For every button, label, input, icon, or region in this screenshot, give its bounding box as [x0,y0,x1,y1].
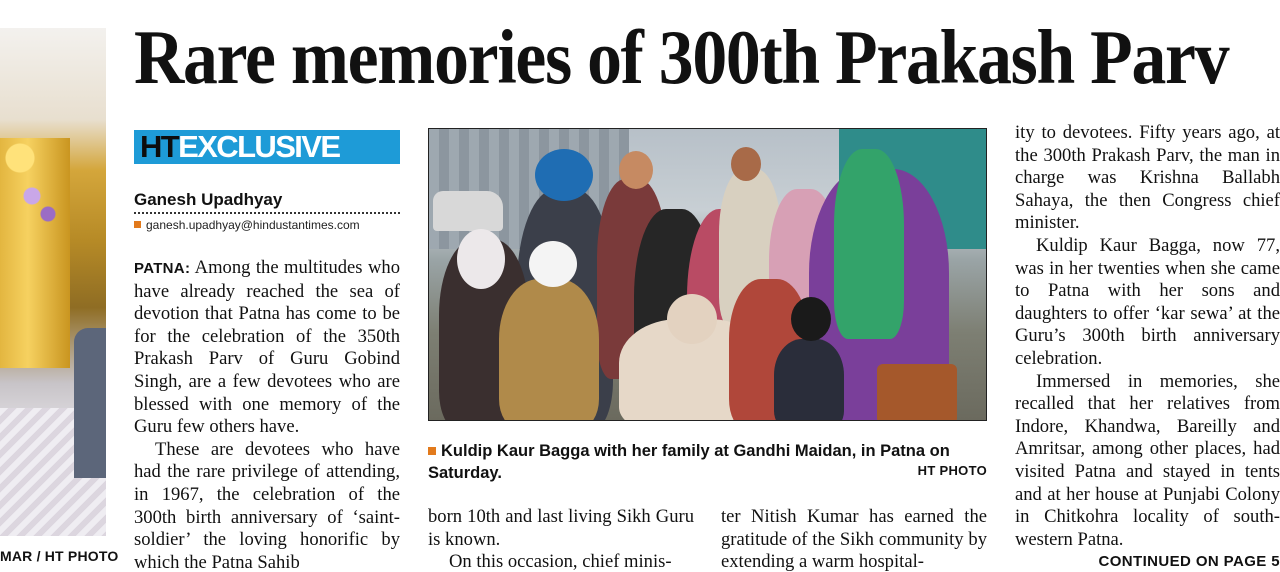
golden-shrine [0,138,70,368]
photo-caption [428,440,987,484]
paragraph: On this occasion, chief minis- [449,551,672,572]
paragraph [134,257,400,439]
person-head [667,294,717,344]
author-byline: Ganesh Upadhyay [134,190,283,209]
person-head [731,147,761,181]
paragraph: ter Nitish Kumar has earned the gratitude of the Sikh community by extending a warm hospital- [721,506,987,572]
article-column-2 [428,506,694,572]
byline-divider [134,212,400,214]
author-email-text: ganesh.upadhyay@hindustantimes.com [146,218,360,232]
brown-handbag [877,364,957,421]
person-boy-coat [499,279,599,421]
family-photo [428,128,987,421]
caption-text: Kuldip Kaur Bagga with her family at Gandhi Maidan, in Patna on Saturday. [428,442,950,482]
green-dupatta [834,149,904,339]
person-head [529,241,577,287]
article-column-4 [1015,122,1280,551]
person-head [619,151,653,189]
left-photo-credit: MAR / HT PHOTO [0,548,119,564]
left-photo [0,28,106,536]
ht-exclusive-badge [134,130,400,164]
dateline: PATNA: [134,260,191,277]
bullet-square-icon [428,447,436,455]
article-column-3 [721,506,987,572]
article-column-1 [134,257,400,572]
flower-decoration [20,178,60,238]
photo-credit: HT PHOTO [917,463,987,478]
person-figure [74,328,106,478]
person-head [791,297,831,341]
bullet-square-icon [134,221,141,228]
person-head [457,229,505,289]
headline: Rare memories of 300th Prakash Parv [134,14,1229,100]
person-boy-black [774,339,844,421]
paragraph: Kuldip Kaur Bagga, now 77, was in her twenties when she came to Patna with her sons and daughters to offer ‘kar sewa’ at the Guru’s 300th birth anniversary celebration. [1015,234,1280,369]
author-email[interactable] [134,218,360,232]
car-background [433,191,503,231]
paragraph: ity to devotees. Fifty years ago, at the 300th Prakash Parv, the man in charge was Krishna Ballabh Sahaya, the then Congress chief minister. [1015,122,1280,234]
turban-head [535,149,593,201]
paragraph: These are devotees who have had the rare privilege of attending, in 1967, the celebration of the 300th birth anniversary of ‘saint-soldier’ the loving honorific by which the Patna Sahib [134,438,400,572]
badge-exclusive: EXCLUSIVE [178,129,340,164]
badge-ht: HT [140,129,179,164]
paragraph: Immersed in memories, she recalled that her relatives from Indore, Khandwa, Bareilly and Amritsar, among other places, had visited Patna and stayed in tents and at her house at Punjabi Colony in Chitkohra locality of south-western Patna. [1015,370,1280,550]
paragraph: born 10th and last living Sikh Guru is known. [428,506,694,550]
continued-on-page-link[interactable]: CONTINUED ON PAGE 5 [1098,553,1280,570]
paragraph-text: Among the multitudes who have already reached the sea of devotion that Patna has come to be for the celebration of the 350th Prakash Parv of Guru Gobind Singh, are a few devotees who are blessed with one memory of the Guru few others have. [134,257,400,438]
